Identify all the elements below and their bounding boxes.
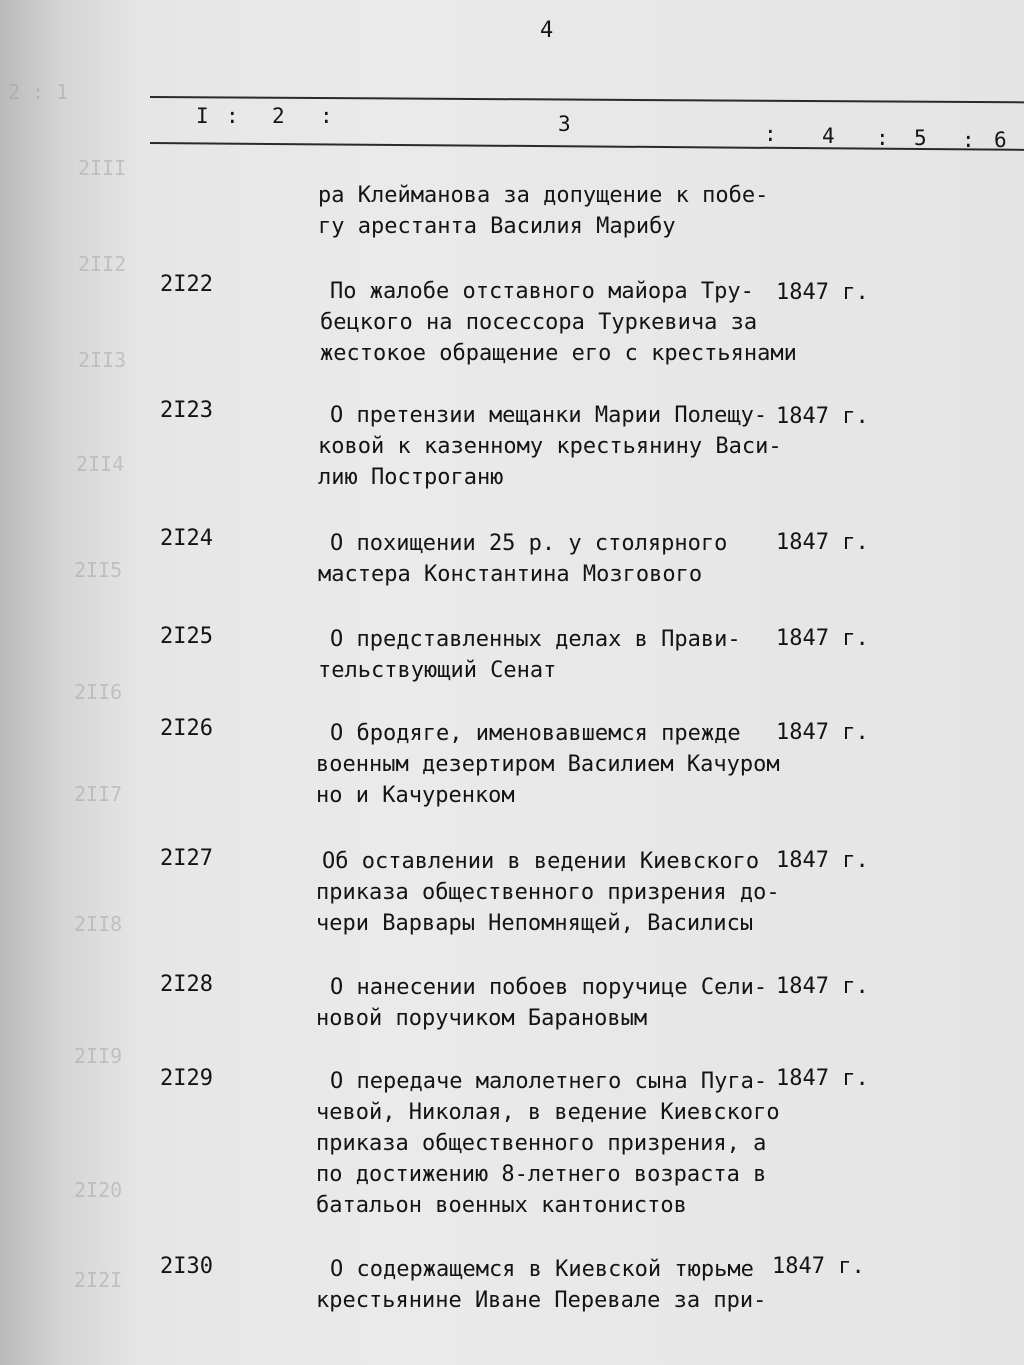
- entry-description: [316, 1254, 780, 1316]
- entry-number: 2I26: [160, 716, 213, 741]
- text-line: гу арестанта Василия Марибу: [318, 214, 676, 239]
- ghost-number: 2II3: [78, 348, 127, 372]
- entry-year: 1847 г.: [776, 720, 869, 745]
- entry-number: 2I25: [160, 624, 213, 649]
- text-line: приказа общественного призрения, а: [316, 1131, 767, 1156]
- header-col-4: 4: [822, 124, 835, 148]
- entry-description: [316, 972, 780, 1034]
- text-line: лию Построганю: [318, 465, 504, 490]
- entry-year: 1847 г.: [772, 1254, 865, 1279]
- header-separator: :: [876, 126, 889, 150]
- header-separator: :: [320, 104, 333, 128]
- text-line: по достижению 8-летнего возраста в: [316, 1162, 767, 1187]
- ghost-number: 2II7: [74, 782, 123, 806]
- entry-year: 1847 г.: [776, 1066, 869, 1091]
- text-line: новой поручиком Барановым: [316, 1006, 648, 1031]
- entry-description: [318, 400, 782, 493]
- entry-number: 2I22: [160, 272, 213, 297]
- entry-description: [316, 1066, 780, 1221]
- text-line: тельствующий Сенат: [318, 658, 557, 683]
- text-line: жестокое обращение его с крестьянами: [320, 341, 797, 366]
- entry-number: 2I23: [160, 398, 213, 423]
- text-line: чери Варвары Непомнящей, Василисы: [316, 911, 754, 936]
- header-col-5: 5: [914, 126, 927, 150]
- entry-year: 1847 г.: [776, 280, 869, 305]
- text-line: О представленных делах в Прави-: [330, 627, 741, 652]
- entry-number: 2I27: [160, 846, 213, 871]
- entry-description: [320, 276, 797, 369]
- text-line: крестьянине Иване Перевале за при-: [316, 1288, 767, 1313]
- text-line: ра Клейманова за допущение к побе-: [318, 183, 769, 208]
- text-line: бецкого на посессора Туркевича за: [320, 310, 758, 335]
- entry-description: [318, 624, 780, 686]
- ghost-number: 2I20: [74, 1178, 123, 1202]
- ghost-number: 2III: [78, 156, 127, 180]
- ghost-number: 2II2: [78, 252, 127, 276]
- text-line: О передаче малолетнего сына Пуга-: [330, 1069, 768, 1094]
- ghost-number: 2II5: [74, 558, 123, 582]
- entry-description: [316, 846, 780, 939]
- text-line: О претензии мещанки Марии Полещу-: [330, 403, 768, 428]
- entry-year: 1847 г.: [776, 530, 869, 555]
- text-line: приказа общественного призрения до-: [316, 880, 780, 905]
- ghost-number: 2II9: [74, 1044, 123, 1068]
- text-line: мастера Константина Мозгового: [318, 562, 703, 587]
- entry-number: 2I24: [160, 526, 213, 551]
- entry-year: 1847 г.: [776, 404, 869, 429]
- text-line: военным дезертиром Василием Качуром: [316, 752, 780, 777]
- ghost-number: 2I2I: [74, 1268, 123, 1292]
- header-top-rule: [150, 96, 1024, 103]
- continuation-text: [318, 180, 768, 242]
- ghost-header: 2 : 1: [8, 80, 69, 104]
- ghost-number: 2II4: [76, 452, 125, 476]
- header-bottom-rule: [150, 142, 1024, 151]
- entry-number: 2I30: [160, 1254, 213, 1279]
- text-line: О содержащемся в Киевской тюрьме: [330, 1257, 754, 1282]
- text-line: О бродяге, именовавшемся прежде: [330, 721, 741, 746]
- text-line: батальон военных кантонистов: [316, 1193, 687, 1218]
- text-line: О похищении 25 р. у столярного: [330, 531, 728, 556]
- entry-year: 1847 г.: [776, 974, 869, 999]
- header-col-6: 6: [994, 128, 1007, 152]
- text-line: О нанесении побоев поручице Сели-: [330, 975, 768, 1000]
- header-separator: :: [226, 104, 239, 128]
- entry-number: 2I29: [160, 1066, 213, 1091]
- header-col-1: I: [196, 104, 209, 128]
- page-number: 4: [540, 18, 554, 43]
- entry-year: 1847 г.: [776, 848, 869, 873]
- text-line: ковой к казенному крестьянину Васи-: [318, 434, 782, 459]
- ghost-number: 2II8: [74, 912, 123, 936]
- entry-description: [318, 528, 780, 590]
- text-line: чевой, Николая, в ведение Киевского: [316, 1100, 780, 1125]
- text-line: Об оставлении в ведении Киевского: [322, 849, 760, 874]
- entry-description: [316, 718, 780, 811]
- header-col-3: 3: [558, 112, 571, 136]
- header-col-2: 2: [272, 104, 285, 128]
- text-line: но и Качуренком: [316, 783, 515, 808]
- ghost-number: 2II6: [74, 680, 123, 704]
- header-separator: :: [764, 122, 777, 146]
- header-separator: :: [962, 128, 975, 152]
- text-line: По жалобе отставного майора Тру-: [330, 279, 754, 304]
- entry-year: 1847 г.: [776, 626, 869, 651]
- entry-number: 2I28: [160, 972, 213, 997]
